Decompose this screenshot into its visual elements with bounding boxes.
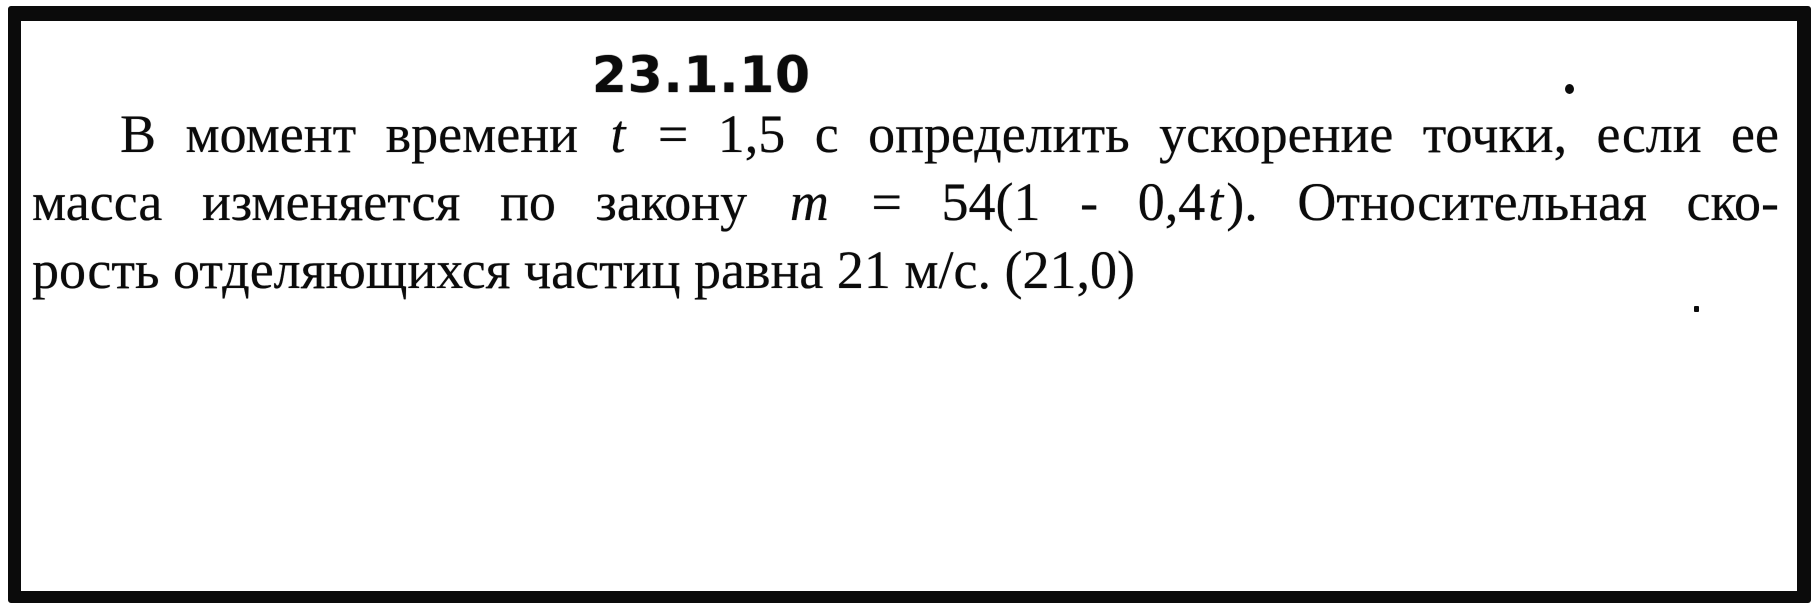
variable-t: t — [1208, 172, 1224, 232]
scan-artifact-dot — [1565, 84, 1574, 94]
problem-number: 23.1.10 — [592, 46, 811, 104]
text-segment: масса изменяется по закону — [32, 172, 787, 232]
variable-t: t — [610, 104, 626, 164]
text-segment: рость отделяющихся частиц равна 21 м/с. (21,0) — [32, 240, 1135, 300]
scan-artifact-dot — [1694, 306, 1699, 312]
variable-m: m — [789, 172, 829, 232]
problem-text-line-3 — [32, 236, 1779, 304]
problem-text — [32, 100, 1779, 304]
text-segment: ). Относительная ско- — [1226, 172, 1779, 232]
problem-text-line-2 — [32, 168, 1779, 236]
text-segment: = 54(1 - 0,4 — [831, 172, 1206, 232]
document-border — [8, 6, 1811, 603]
text-segment: = 1,5 с определить ускорение точки, если ее — [628, 104, 1779, 164]
problem-text-line-1 — [32, 100, 1779, 168]
text-segment: В момент времени — [120, 104, 608, 164]
